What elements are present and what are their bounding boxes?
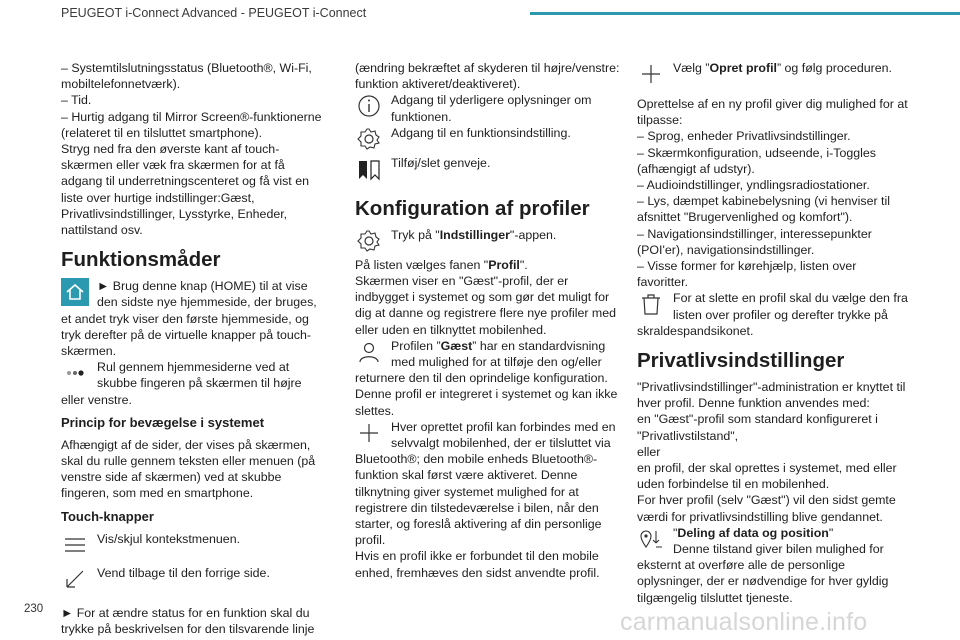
dots-text: Rul gennem hjemmesiderne ved at skubbe fingeren på skærmen til højre eller venstre. — [61, 360, 302, 407]
bookmark-text: Tilføj/slet genveje. — [391, 155, 491, 170]
info-row — [355, 92, 621, 124]
list-item: – Skærmkonfiguration, udseende, i-Toggles (afhængigt af udstyr). — [637, 145, 876, 176]
intro-line: – Systemtilslutningsstatus (Bluetooth®, Wi-Fi, mobiltelefonnetværk). — [61, 61, 312, 92]
share-title: Deling af data og position — [677, 525, 829, 540]
profile-description: Skærmen viser en "Gæst"-profil, der er indbygget i systemet og som gør det muligt for dig at danne og registrere flere nye profiler med eller uden en tilknyttet mobilenhed. — [355, 274, 617, 337]
section-heading-privacy: Privatlivsindstillinger — [637, 349, 845, 373]
intro-line: Stryg ned fra den øverste kant af touch-skærmen eller væk fra skærmen for at få adgang til underretningscenteret og få vist en liste over hurtige indstillinger:Gæst, Privatlivsindstillinger, Lysstyrke, Enheder, nattilstand osv. — [61, 142, 309, 238]
dots-row — [61, 359, 327, 408]
gear-row — [355, 125, 621, 155]
privacy-p5: For hver profil (selv "Gæst") vil den sidst gemte værdi for privatlivsindstilling blive gendannet. — [637, 493, 896, 524]
intro-line: – Tid. — [61, 93, 92, 108]
plus-text: Hver oprettet profil kan forbindes med en selvvalgt mobilenhed, der er tilsluttet via Bluetooth®; den mobile enheds Bluetooth®-funktion skal først være aktiveret. Denne tilknytning giver systemet mulighed for at registrere din tilstedeværelse i bilen, når den starter, og foreslå aktivering af din personlige profil. — [355, 419, 616, 548]
hamburger-menu-icon[interactable] — [61, 531, 89, 559]
column-2 — [355, 60, 621, 581]
customize-intro: Oprettelse af en ny profil giver dig mulighed for at tilpasse: — [637, 97, 908, 128]
home-text: ► Brug denne knap (HOME) til at vise den sidste nye hjemmeside, der bruges, et andet tryk viser den første hjemmeside, og tryk derefter på de virtuelle knapper på touch-skærmen. — [61, 279, 317, 359]
gear-text: Adgang til en funktionsindstilling. — [391, 125, 571, 140]
guest-post: ” har en standardvisning med mulighed for at tilføje den og/eller returnere den til den oprindelige konfiguration. Denne profil er integreret i systemet og kan ikke slettes. — [355, 338, 618, 418]
plus-row — [355, 419, 621, 549]
back-arrow-icon[interactable] — [61, 565, 89, 593]
info-text: Adgang til yderligere oplysninger om funktionen. — [391, 93, 592, 124]
profile-tab-line — [355, 257, 621, 273]
privacy-p2: en "Gæst"-profil som standard konfigureret i "Privatlivstilstand", — [637, 412, 878, 443]
privacy-p1: "Privatlivsindstillinger"-administration er knyttet til hver profil. Denne funktion anvendes med: — [637, 380, 906, 411]
intro-line: – Hurtig adgang til Mirror Screen®-funktionerne (relateret til en tilsluttet smartphone). — [61, 109, 322, 140]
column-1 — [61, 60, 327, 637]
navigation-text: Afhængigt af de sider, der vises på skærmen, skal du rulle gennem teksten eller menuen (på venstre side af skærmen) ved at skubbe fingeren, som med en smartphone. — [61, 437, 316, 501]
user-icon[interactable] — [355, 338, 383, 366]
privacy-p3: eller — [637, 444, 661, 459]
share-row — [637, 525, 909, 606]
settings-app-name: Indstillinger — [439, 227, 510, 242]
header-title: PEUGEOT i-Connect Advanced - PEUGEOT i-Connect — [61, 6, 367, 20]
create-profile-row — [637, 60, 909, 96]
plus-icon[interactable] — [355, 419, 383, 447]
share-text: Denne tilstand giver bilen mulighed for eksternt at overføre alle de personlige oplysninger, der er nødvendige for hver gyldig tilgængelig tilsluttet tjeneste. — [637, 542, 889, 605]
trash-row — [637, 290, 909, 339]
trash-icon[interactable] — [637, 290, 665, 318]
create-pre: Vælg ” — [673, 61, 710, 75]
bookmark-icon[interactable] — [355, 155, 383, 183]
list-item: – Audioindstillinger, yndlingsradiostationer. — [637, 178, 870, 193]
menu-text: Vis/skjul kontekstmenuen. — [97, 531, 241, 546]
continued-text: (ændring bekræftet af skyderen til højre/venstre: funktion aktiveret/deaktiveret). — [355, 61, 620, 92]
trash-text: For at slette en profil skal du vælge den fra listen over profiler og derefter trykke på skraldespandsikonet. — [637, 291, 908, 338]
guest-row — [355, 338, 621, 419]
share-post: " — [828, 525, 834, 540]
gear-icon[interactable] — [355, 227, 383, 255]
subheading-touch-buttons: Touch-knapper — [61, 508, 154, 524]
info-icon[interactable] — [355, 92, 383, 120]
create-profile-label: Opret profil — [709, 61, 777, 75]
list-item: – Sprog, enheder Privatlivsindstillinger. — [637, 129, 851, 144]
back-row — [61, 565, 327, 599]
privacy-p4: en profil, der skal oprettes i systemet, med eller uden forbindelse til en mobilenhed. — [637, 461, 897, 492]
bookmark-row — [355, 155, 621, 191]
status-text: ► For at ændre status for en funktion skal du trykke på beskrivelsen for den tilsvarende linje — [61, 605, 315, 636]
share-pre: " — [673, 525, 678, 540]
home-row — [61, 278, 327, 359]
tap-post: "-appen. — [509, 227, 557, 242]
subheading-navigation-principle: Princip for bevægelse i systemet — [61, 414, 265, 430]
location-share-icon[interactable] — [637, 525, 665, 553]
tap-pre: Tryk på " — [391, 227, 440, 242]
column-3 — [637, 60, 909, 606]
home-icon[interactable] — [61, 278, 89, 306]
section-heading-profiles: Konfiguration af profiler — [355, 196, 590, 220]
guest-pre: Profilen ” — [391, 338, 441, 353]
gear-icon[interactable] — [355, 125, 383, 153]
watermark: carmanualsonline.info — [620, 608, 868, 636]
list-item: – Lys, dæmpet kabinebelysning (vi henviser til afsnittet "Brugervenlighed og komfort"). — [637, 194, 890, 225]
section-heading-functions: Funktionsmåder — [61, 248, 221, 272]
page-number: 230 — [24, 603, 44, 615]
last-profile-text: Hvis en profil ikke er forbundet til den mobile enhed, fremhæves den sidst anvendte profil. — [355, 549, 600, 580]
list-item: – Visse former for kørehjælp, listen over favoritter. — [637, 259, 857, 290]
page-dots-icon — [61, 359, 89, 387]
list-pre: På listen vælges fanen " — [355, 257, 489, 272]
plus-icon[interactable] — [637, 60, 665, 88]
back-text: Vend tilbage til den forrige side. — [97, 565, 270, 580]
list-item: – Navigationsindstillinger, interessepunkter (POI'er), navigationsindstillinger. — [637, 226, 872, 257]
menu-row — [61, 531, 327, 565]
guest-name: Gæst — [440, 338, 473, 353]
create-post: ” og følg proceduren. — [776, 61, 892, 75]
profile-tab-name: Profil — [488, 257, 520, 272]
header-accent-bar — [530, 12, 960, 15]
list-post: ". — [519, 257, 528, 272]
settings-app-row — [355, 227, 621, 257]
